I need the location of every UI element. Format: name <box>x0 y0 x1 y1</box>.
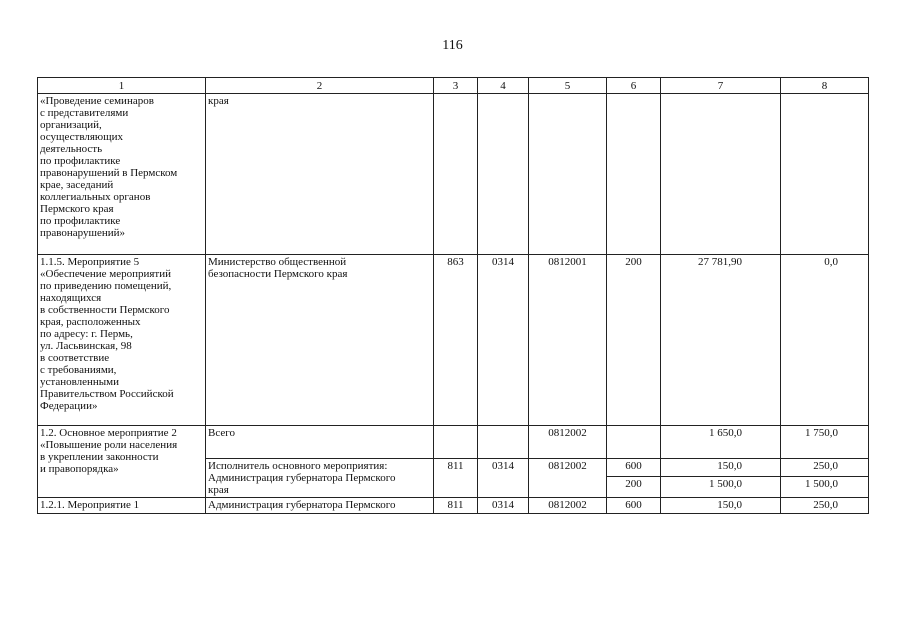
empty-cell <box>781 94 869 255</box>
amount-cell: 1 750,0 <box>781 426 869 459</box>
amount-cell: 1 500,0 <box>661 477 781 498</box>
header-col-6: 6 <box>607 78 661 94</box>
amount-cell: 150,0 <box>661 459 781 477</box>
executor-cell: Администрация губернатора Пермского <box>206 498 434 514</box>
measure-name-cell: «Проведение семинаров с представителями организаций, осуществляющих деятельность по профилактике правонарушений в Пермском крае, заседаний коллегиальных органов Пермского края по профилактике правонарушений» <box>38 94 206 255</box>
amount-cell: 150,0 <box>661 498 781 514</box>
header-row <box>38 78 869 94</box>
header-col-7: 7 <box>661 78 781 94</box>
expense-type-cell: 600 <box>607 459 661 477</box>
ministry-code-cell: 811 <box>434 459 478 498</box>
expense-type-cell: 200 <box>607 255 661 426</box>
target-code-cell: 0812002 <box>529 459 607 498</box>
page-number: 116 <box>442 38 463 53</box>
table-row <box>38 426 869 459</box>
amount-cell: 0,0 <box>781 255 869 426</box>
header-col-2: 2 <box>206 78 434 94</box>
section-code-cell: 0314 <box>478 255 529 426</box>
header-col-8: 8 <box>781 78 869 94</box>
expense-type-cell: 200 <box>607 477 661 498</box>
ministry-code-cell: 863 <box>434 255 478 426</box>
empty-cell <box>607 94 661 255</box>
expense-type-cell: 600 <box>607 498 661 514</box>
amount-cell: 250,0 <box>781 498 869 514</box>
header-col-3: 3 <box>434 78 478 94</box>
empty-cell <box>434 94 478 255</box>
header-col-1: 1 <box>38 78 206 94</box>
table-row <box>38 498 869 514</box>
header-col-5: 5 <box>529 78 607 94</box>
target-code-cell: 0812002 <box>529 426 607 459</box>
empty-cell <box>529 94 607 255</box>
section-code-cell: 0314 <box>478 498 529 514</box>
budget-table <box>37 77 869 514</box>
table-row <box>38 255 869 426</box>
executor-cell: края <box>206 94 434 255</box>
empty-cell <box>478 426 529 459</box>
table-row <box>38 94 869 255</box>
executor-cell: Министерство общественной безопасности Пермского края <box>206 255 434 426</box>
target-code-cell: 0812002 <box>529 498 607 514</box>
amount-cell: 250,0 <box>781 459 869 477</box>
executor-cell: Исполнитель основного мероприятия: Администрация губернатора Пермского края <box>206 459 434 498</box>
executor-cell: Всего <box>206 426 434 459</box>
ministry-code-cell: 811 <box>434 498 478 514</box>
amount-cell: 27 781,90 <box>661 255 781 426</box>
empty-cell <box>478 94 529 255</box>
measure-name-cell: 1.1.5. Мероприятие 5 «Обеспечение мероприятий по приведению помещений, находящихся в собственности Пермского края, расположенных по адресу: г. Пермь, ул. Ласьвинская, 98 в соответствие с требованиями, установленными Правительством Российской Федерации» <box>38 255 206 426</box>
amount-cell: 1 500,0 <box>781 477 869 498</box>
target-code-cell: 0812001 <box>529 255 607 426</box>
empty-cell <box>661 94 781 255</box>
measure-name-cell: 1.2. Основное мероприятие 2 «Повышение роли населения в укреплении законности и правопорядка» <box>38 426 206 498</box>
amount-cell: 1 650,0 <box>661 426 781 459</box>
empty-cell <box>607 426 661 459</box>
empty-cell <box>434 426 478 459</box>
header-col-4: 4 <box>478 78 529 94</box>
measure-name-cell: 1.2.1. Мероприятие 1 <box>38 498 206 514</box>
section-code-cell: 0314 <box>478 459 529 498</box>
